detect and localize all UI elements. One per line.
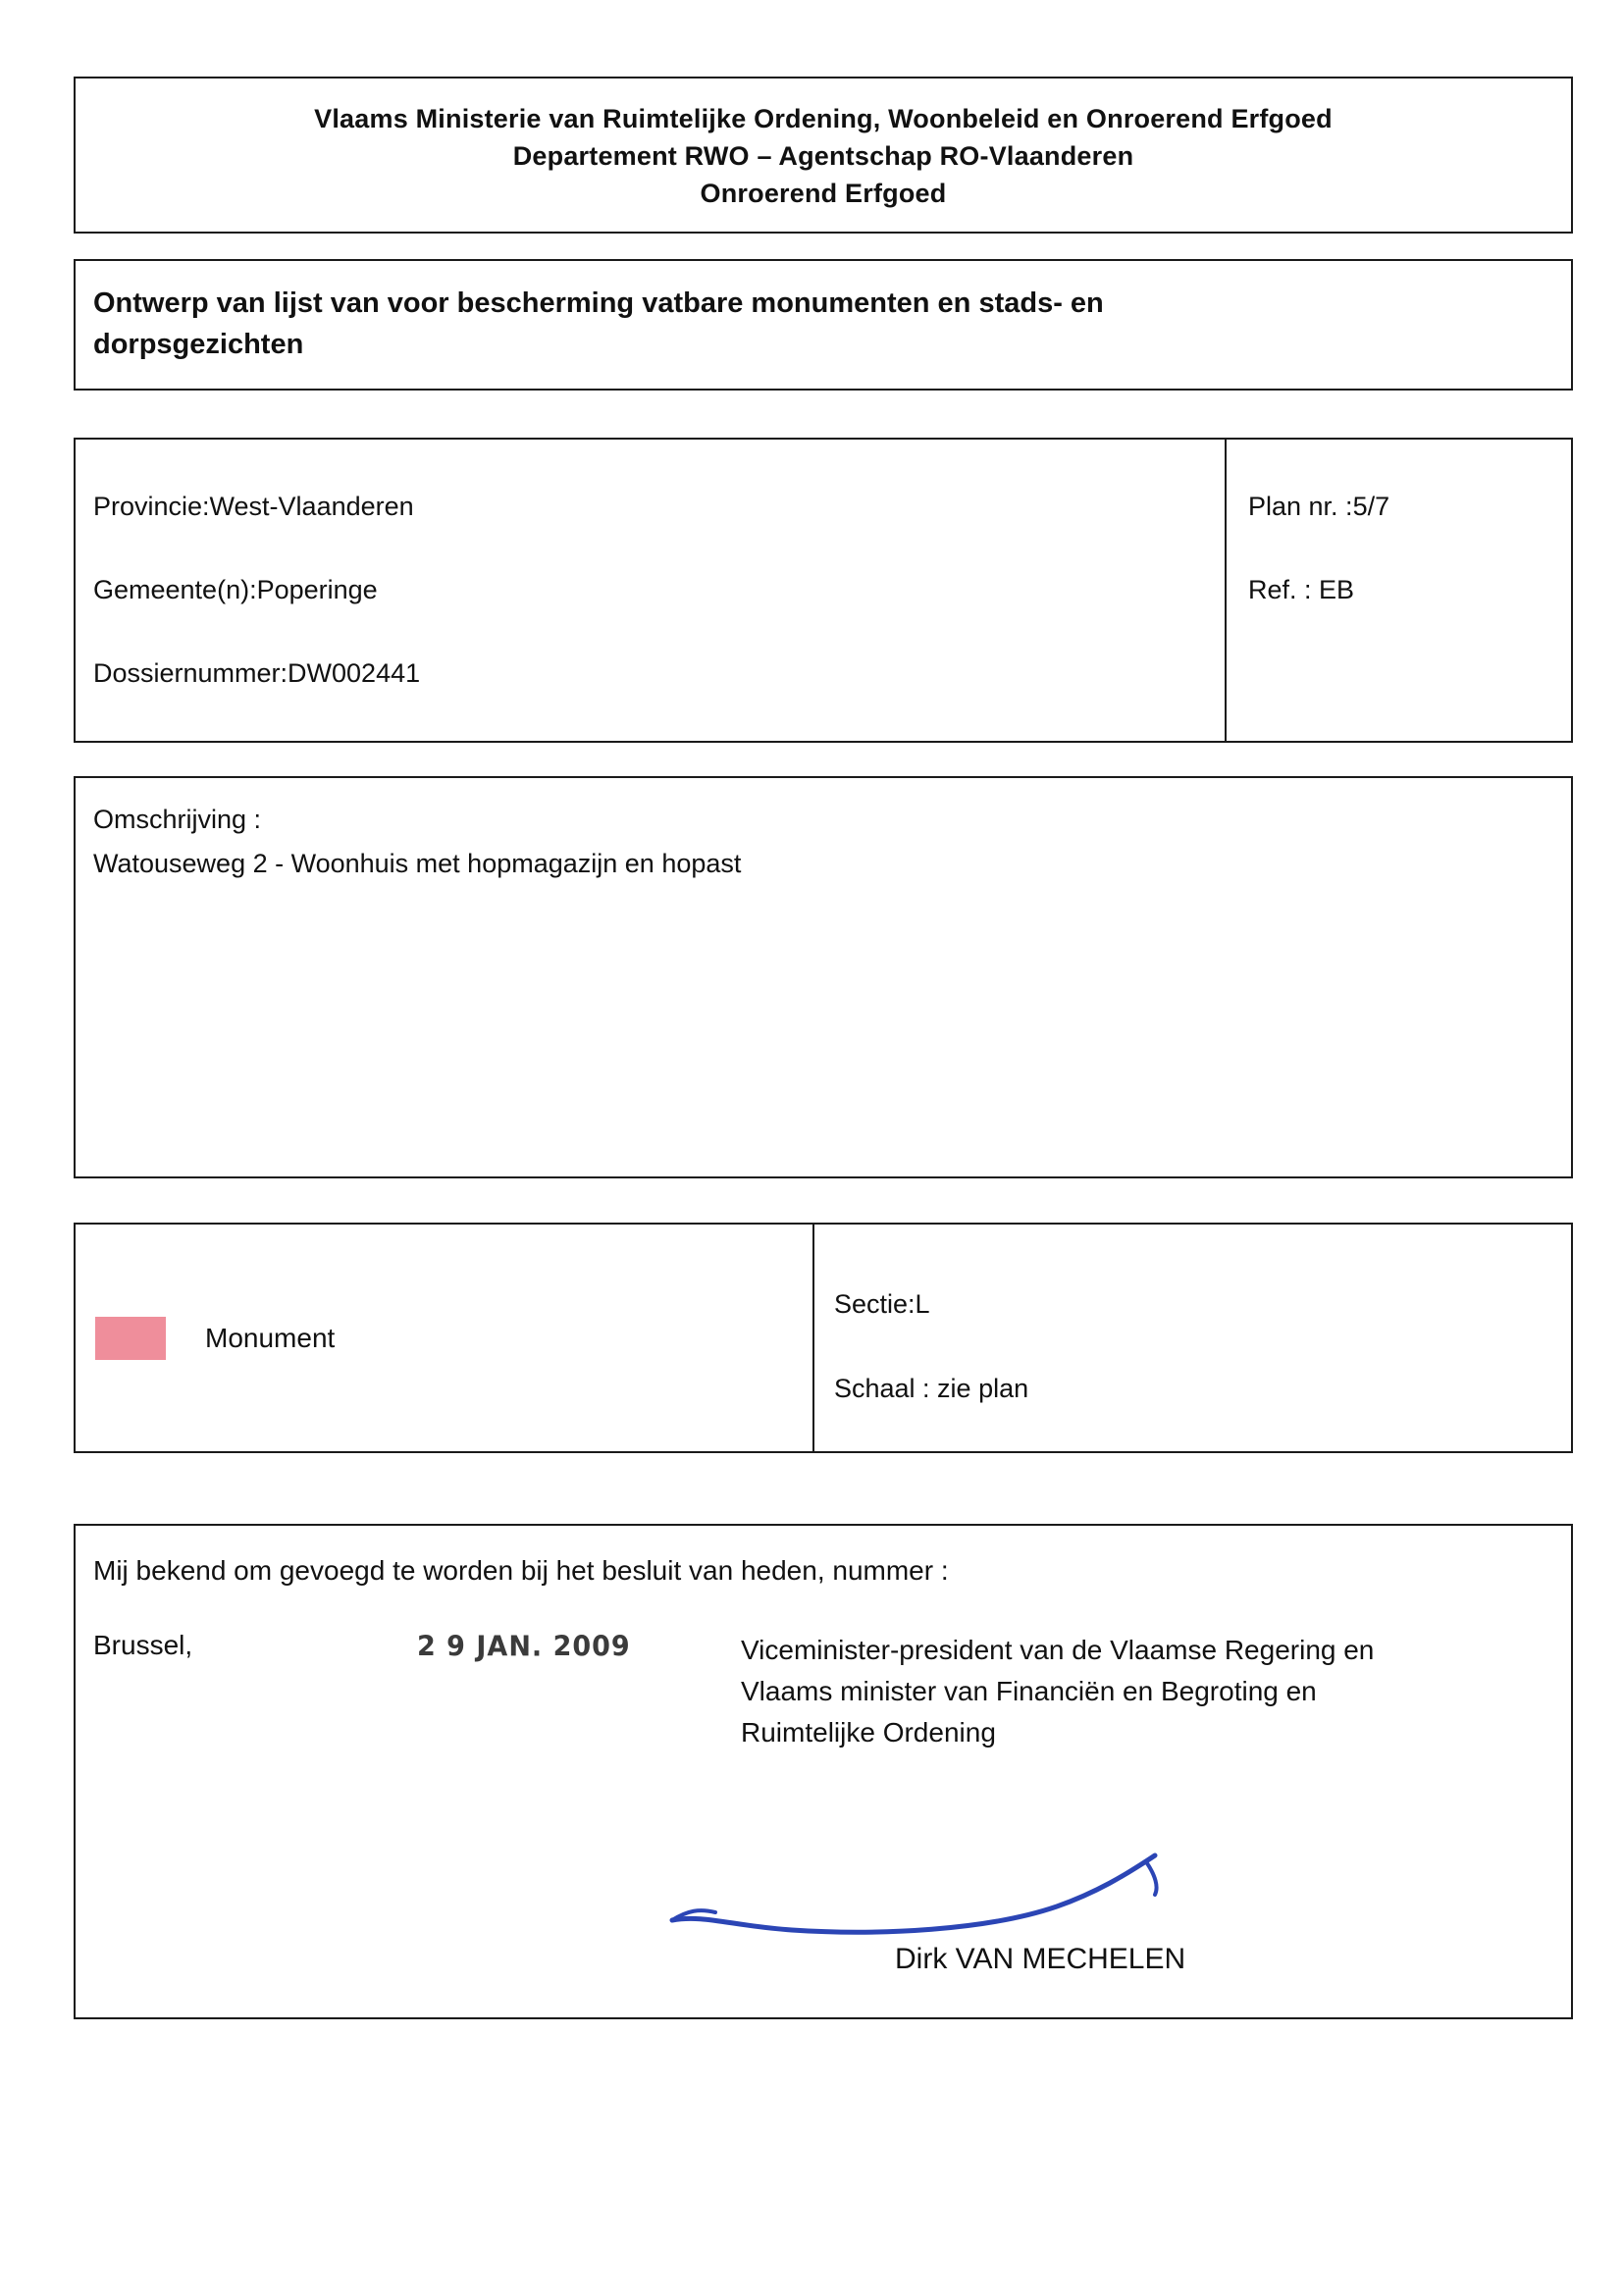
document-title-line-1: Ontwerp van lijst van voor bescherming vatbare monumenten en stads- en	[93, 287, 1104, 319]
sectie-field: Sectie:L	[834, 1289, 930, 1319]
date-stamp: 2 9 JAN. 2009	[417, 1631, 631, 1663]
ref-field: Ref. : EB	[1248, 575, 1355, 604]
omschrijving-label: Omschrijving :	[93, 805, 262, 834]
signature-city: Brussel,	[93, 1630, 193, 1660]
signature-box	[74, 1524, 1573, 2019]
document-title-box	[74, 259, 1573, 391]
ministry-header-box	[74, 77, 1573, 234]
ministry-header-line-3: Onroerend Erfgoed	[700, 179, 947, 208]
identification-left-cell	[74, 438, 1227, 743]
signatory-name: Dirk VAN MECHELEN	[895, 1943, 1186, 1975]
dossiernummer-field: Dossiernummer:DW002441	[93, 658, 421, 688]
schaal-field: Schaal : zie plan	[834, 1374, 1029, 1403]
monument-legend-label: Monument	[205, 1322, 336, 1353]
provincie-field: Provincie:West-Vlaanderen	[93, 492, 414, 521]
legend-cell	[74, 1223, 814, 1453]
ministry-header-line-2: Departement RWO – Agentschap RO-Vlaanderen	[512, 141, 1134, 171]
sectie-cell	[814, 1223, 1573, 1453]
minister-title-text: Viceminister-president van de Vlaamse Regering en Vlaams minister van Financiën en Begroting en Ruimtelijke Ordening	[741, 1635, 1375, 1748]
signature-details-row	[93, 1630, 1571, 1753]
signature-intro-text: Mij bekend om gevoegd te worden bij het besluit van heden, nummer :	[93, 1555, 949, 1586]
gemeente-field: Gemeente(n):Poperinge	[93, 575, 378, 604]
plan-nr-field: Plan nr. :5/7	[1248, 492, 1390, 521]
monument-color-swatch	[95, 1317, 166, 1360]
identification-right-cell	[1227, 438, 1573, 743]
omschrijving-box	[74, 776, 1573, 1178]
document-sheet	[69, 77, 1570, 2019]
handwritten-signature	[664, 1850, 1214, 1957]
ministry-header-line-1: Vlaams Ministerie van Ruimtelijke Ordening, Woonbeleid en Onroerend Erfgoed	[314, 104, 1333, 133]
legend-row	[74, 1223, 1573, 1453]
identification-row	[74, 438, 1573, 743]
document-title-line-2: dorpsgezichten	[93, 329, 304, 360]
omschrijving-text: Watouseweg 2 - Woonhuis met hopmagazijn en hopast	[93, 849, 742, 878]
